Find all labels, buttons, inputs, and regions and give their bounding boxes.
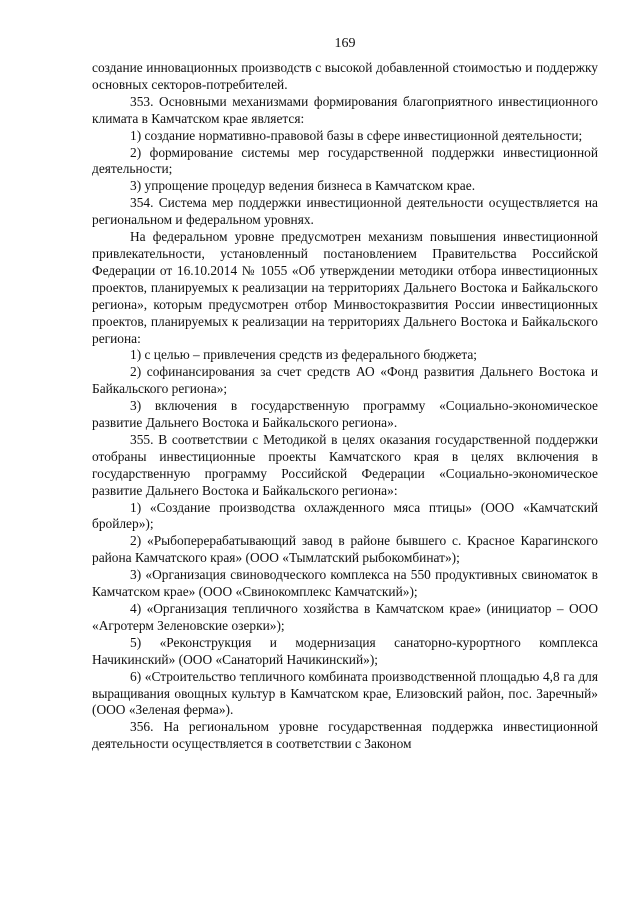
paragraph-353: 353. Основными механизмами формирования благоприятного инвестиционного климата в Камчатском крае является: (92, 93, 598, 126)
paragraph-354: 354. Система мер поддержки инвестиционной деятельности осуществляется на региональном и федеральном уровнях. (92, 195, 598, 228)
list-item-355-2: 2) «Рыбоперерабатывающий завод в районе бывшего с. Красное Карагинского района Камчатского края» (ООО «Тымлатский рыбокомбинат»); (92, 533, 598, 566)
document-page (92, 36, 598, 753)
list-item-355-4: 4) «Организация тепличного хозяйства в Камчатском крае» (инициатор – ООО «Агротерм Зеленовские озерки»); (92, 601, 598, 633)
list-item-federal-3: 3) включения в государственную программу «Социально-экономическое развитие Дальнего Востока и Байкальского региона». (92, 398, 598, 431)
list-item-353-1: 1) создание нормативно-правовой базы в сфере инвестиционной деятельности; (130, 127, 583, 143)
list-item-353-3: 3) упрощение процедур ведения бизнеса в Камчатском крае. (130, 178, 476, 194)
list-item-355-6: 6) «Строительство тепличного комбината производственной площадью 4,8 га для выращивания овощных культур в Камчатском крае, Елизовский район, пос. Заречный» (ООО «Зеленая ферма»). (92, 668, 598, 718)
paragraph-356: 356. На региональном уровне государственная поддержка инвестиционной деятельности осуществляется в соответствии с Законом (92, 719, 598, 752)
list-item-355-1: 1) «Создание производства охлажденного мяса птицы» (ООО «Камчатский бройлер»); (92, 499, 598, 532)
paragraph-355: 355. В соответствии с Методикой в целях оказания государственной поддержки отобраны инвестиционные проекты Камчатского края в целях включения в государственную программу Российской Федерации «Социально-экономическое развитие Дальнего Востока и Байкальского региона»: (92, 431, 598, 498)
page-number: 169 (334, 36, 356, 51)
list-item-federal-1: 1) с целью – привлечения средств из федерального бюджета; (130, 347, 478, 363)
list-item-355-3: 3) «Организация свиноводческого комплекса на 550 продуктивных свиноматок в Камчатском крае» (ООО «Свинокомплекс Камчатский»); (92, 567, 598, 600)
list-item-355-5: 5) «Реконструкция и модернизация санаторно-курортного комплекса Начикинский» (ООО «Санаторий Начикинский»); (92, 634, 598, 667)
paragraph-continuation: создание инновационных производств с высокой добавленной стоимостью и поддержку основных секторов-потребителей. (92, 60, 598, 92)
list-item-353-2: 2) формирование системы мер государственной поддержки инвестиционной деятельности; (92, 144, 598, 177)
paragraph-federal-level: На федеральном уровне предусмотрен механизм повышения инвестиционной привлекательности, установленный постановлением Правительства Российской Федерации от 16.10.2014 № 1055 «Об утверждении методики отбора инвестиционных проектов, планируемых к реализации на территориях Дальнего Востока и Байкальского региона», которым предусмотрен отбор Минвостокразвития России инвестиционных проектов, планируемых к реализации на территориях Дальнего Востока и Байкальского региона: (92, 229, 598, 346)
list-item-federal-2: 2) софинансирования за счет средств АО «Фонд развития Дальнего Востока и Байкальского региона»; (92, 364, 598, 397)
